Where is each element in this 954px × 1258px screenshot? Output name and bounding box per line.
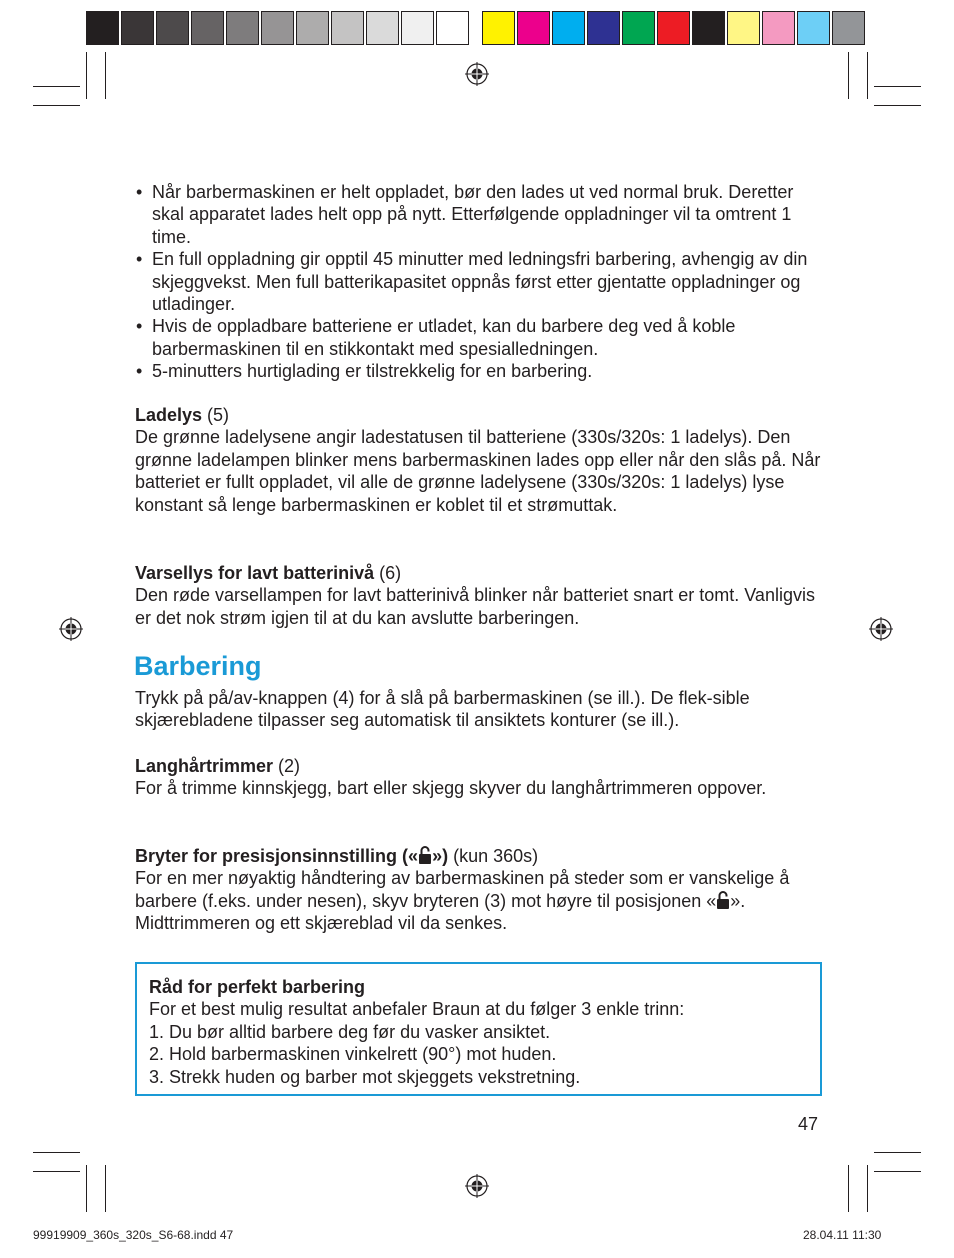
crop-mark <box>848 1165 849 1212</box>
tips-box <box>135 962 822 1096</box>
body-text: For en mer nøyaktig håndtering av barbermaskinen på steder som er vanskelige å barbere (f.eks. under nesen), skyv bryteren (3) mot høyre til posisjonen « <box>135 868 790 911</box>
crop-mark <box>848 52 849 99</box>
heading-label: Varsellys for lavt batterinivå <box>135 563 375 583</box>
registration-mark-icon <box>58 616 84 642</box>
page-title: Barbering <box>134 651 262 681</box>
color-swatch <box>587 11 620 45</box>
color-swatch <box>832 11 865 45</box>
crop-mark <box>105 52 106 99</box>
color-swatch <box>296 11 329 45</box>
section-heading <box>135 562 825 584</box>
tips-intro: For et best mulig resultat anbefaler Braun at du følger 3 enkle trinn: <box>149 999 685 1020</box>
section-body <box>135 867 825 934</box>
lock-open-icon <box>418 845 432 865</box>
color-swatch <box>261 11 294 45</box>
color-swatch <box>622 11 655 45</box>
footer-filename: 99919909_360s_320s_S6-68.indd 47 <box>33 1228 234 1242</box>
color-swatch <box>727 11 760 45</box>
list-item <box>135 248 825 315</box>
lock-open-icon <box>716 890 730 910</box>
heading-label-end: ») <box>432 846 449 866</box>
color-swatch <box>121 11 154 45</box>
list-item <box>135 315 825 360</box>
bullet-text: Hvis de oppladbare batteriene er utladet, kan du barbere deg ved å koble barbermaskinen til en stikkontakt med spesialledningen. <box>152 316 736 359</box>
color-swatch <box>86 11 119 45</box>
section-body: De grønne ladelysene angir ladestatusen til batteriene (330s/320s: 1 ladelys). Den grønne ladelampen blinker mens barbermaskinen lades opp eller når den slås på. Når batteriet er fullt oppladet, vil alle de grønne ladelysene (330s/320s: 1 ladelys) lyse konstant så lenge barbermaskinen er koblet til et strømuttak. <box>135 427 821 515</box>
color-swatch <box>762 11 795 45</box>
crop-mark <box>33 86 80 87</box>
registration-mark-icon <box>868 616 894 642</box>
color-swatch <box>191 11 224 45</box>
barbering-body: Trykk på på/av-knappen (4) for å slå på barbermaskinen (se ill.). De flek-sible skjærebladene tilpasser seg automatisk til ansiktets konturer (se ill.). <box>135 688 750 731</box>
tips-heading: Råd for perfekt barbering <box>149 977 366 997</box>
footer-date: 28.04.11 11:30 <box>803 1228 882 1242</box>
color-swatch <box>366 11 399 45</box>
color-swatch <box>156 11 189 45</box>
heading-ref: (5) <box>202 405 230 425</box>
registration-mark-icon <box>464 61 490 87</box>
color-swatch <box>797 11 830 45</box>
heading-ref: (6) <box>374 563 402 583</box>
color-swatch <box>436 11 469 45</box>
list-item <box>135 181 825 248</box>
charging-bullet-list <box>135 181 825 383</box>
process-color-bar <box>482 11 867 47</box>
bullet-text: En full oppladning gir opptil 45 minutter med ledningsfri barbering, avhengig av din skjeggvekst. Men full batterikapasitet oppnås først etter gjentatte oppladninger og utladinger. <box>152 249 808 315</box>
bullet-dot: • <box>136 249 143 270</box>
crop-mark <box>86 52 87 99</box>
color-swatch <box>517 11 550 45</box>
color-swatch <box>552 11 585 45</box>
color-swatch <box>692 11 725 45</box>
color-swatch <box>401 11 434 45</box>
heading-label: Ladelys <box>135 405 203 425</box>
color-swatch <box>226 11 259 45</box>
tips-step: 2. Hold barbermaskinen vinkelrett (90°) mot huden. <box>149 1044 557 1065</box>
color-swatch <box>657 11 690 45</box>
langhartrimmer-section <box>135 755 825 800</box>
bullet-text: Når barbermaskinen er helt oppladet, bør den lades ut ved normal bruk. Deretter skal apparatet lades helt opp på nytt. Etterfølgende oppladninger vil ta omtrent 1 time. <box>152 182 794 247</box>
registration-mark-icon <box>464 1173 490 1199</box>
crop-mark <box>105 1165 106 1212</box>
crop-mark <box>874 1152 921 1153</box>
ladelys-section <box>135 404 825 516</box>
grayscale-color-bar <box>86 11 471 47</box>
section-heading <box>135 845 825 867</box>
heading-label: Bryter for presisjonsinnstilling (« <box>135 846 419 866</box>
crop-mark <box>33 1152 80 1153</box>
crop-mark <box>33 1171 80 1172</box>
tips-step: 3. Strekk huden og barber mot skjeggets vekstretning. <box>149 1066 581 1087</box>
crop-mark <box>874 105 921 106</box>
crop-mark <box>874 1171 921 1172</box>
crop-mark <box>867 52 868 99</box>
heading-ref: (2) <box>273 756 301 776</box>
body-text-end: ». Midttrimmeren og ett skjæreblad vil da senkes. <box>135 890 746 934</box>
crop-mark <box>874 86 921 87</box>
crop-mark <box>33 105 80 106</box>
heading-label: Langhårtrimmer <box>135 756 274 776</box>
varsellys-section <box>135 562 825 629</box>
bullet-dot: • <box>136 361 143 382</box>
section-body: Den røde varsellampen for lavt batterinivå blinker når batteriet snart er tomt. Vanligvis er det nok strøm igjen til at du kan avslutte barberingen. <box>135 585 815 628</box>
section-heading <box>135 755 825 777</box>
color-swatch <box>482 11 515 45</box>
color-swatch <box>331 11 364 45</box>
bryter-section <box>135 845 825 935</box>
page-number: 47 <box>798 1114 819 1134</box>
list-item <box>135 360 825 382</box>
tips-step: 1. Du bør alltid barbere deg før du vasker ansiktet. <box>149 1021 551 1042</box>
section-body: For å trimme kinnskjegg, bart eller skjegg skyver du langhårtrimmeren oppover. <box>135 778 767 799</box>
crop-mark <box>867 1165 868 1212</box>
heading-ref: (kun 360s) <box>448 846 539 866</box>
crop-mark <box>86 1165 87 1212</box>
section-heading <box>135 404 825 426</box>
bullet-dot: • <box>136 316 143 337</box>
bullet-dot: • <box>136 182 143 202</box>
bullet-text: 5-minutters hurtiglading er tilstrekkelig for en barbering. <box>152 361 593 382</box>
